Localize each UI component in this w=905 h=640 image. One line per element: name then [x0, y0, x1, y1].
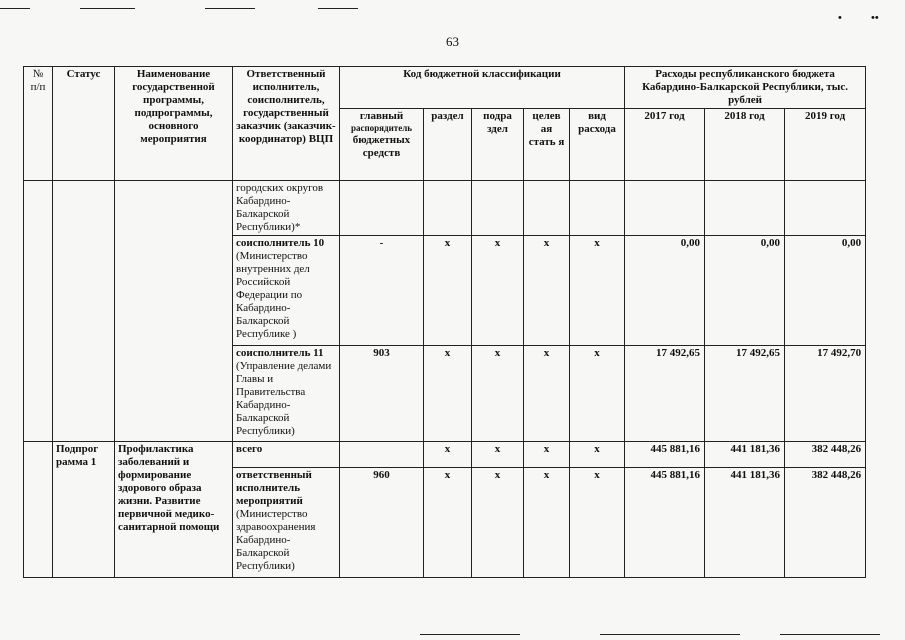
cell-executor [233, 236, 340, 346]
cell-executor [233, 181, 340, 236]
executor-role: всего [236, 443, 263, 455]
cell-vr: х [570, 442, 625, 468]
cell-2017: 0,00 [625, 236, 705, 346]
cell-razdel: х [424, 468, 472, 578]
executor-text: (Министерство внутренних дел Российской Федерации по Кабардино-Балкарской Республике ) [236, 250, 310, 340]
cell-csr: х [524, 442, 570, 468]
cell-grbs: - [340, 236, 424, 346]
cell-podrazdel: х [472, 442, 524, 468]
scan-line [80, 8, 135, 9]
header-section: раздел [424, 109, 472, 181]
cell-vr: х [570, 468, 625, 578]
cell-vr: х [570, 346, 625, 442]
header-num: № п/п [24, 67, 53, 181]
scan-mark: • [838, 12, 842, 24]
cell-2017: 17 492,65 [625, 346, 705, 442]
header-code-group: Код бюджетной классификации [340, 67, 625, 109]
cell-razdel [424, 181, 472, 236]
scan-line [318, 8, 358, 9]
executor-text: городских округов Кабардино-Балкарской Республики)* [236, 182, 324, 233]
executor-text: (Управление делами Главы и Правительства Кабардино-Балкарской Республики) [236, 360, 332, 437]
cell-2019: 382 448,26 [785, 442, 866, 468]
cell-csr [524, 181, 570, 236]
header-subsection: подра здел [472, 109, 524, 181]
cell-podrazdel [472, 181, 524, 236]
header-expenses-group: Расходы республиканского бюджета Кабардино-Балкарской Республики, тыс. рублей [625, 67, 866, 109]
cell-razdel: х [424, 346, 472, 442]
cell-razdel: х [424, 236, 472, 346]
header-name: Наименование государственной программы, подпрограммы, основного мероприятия [115, 67, 233, 181]
cell-podrazdel: х [472, 468, 524, 578]
cell-podrazdel: х [472, 236, 524, 346]
header-executor: Ответственный исполнитель, соисполнитель, государственный заказчик (заказчик-координатор) ВЦП [233, 67, 340, 181]
executor-role: соисполнитель 11 [236, 347, 324, 359]
header-main-manager-top: главный [359, 110, 404, 122]
cell-2019: 0,00 [785, 236, 866, 346]
scan-line [0, 8, 30, 9]
cell-2018: 17 492,65 [705, 346, 785, 442]
cell-grbs: 903 [340, 346, 424, 442]
cell-grbs [340, 181, 424, 236]
cell-vr: х [570, 236, 625, 346]
cell-csr: х [524, 468, 570, 578]
scan-line [600, 634, 740, 635]
cell-num [24, 181, 53, 442]
scan-line [420, 634, 520, 635]
executor-role: соисполнитель 10 [236, 237, 325, 249]
cell-2017 [625, 181, 705, 236]
cell-executor [233, 346, 340, 442]
page-number: 63 [446, 34, 459, 49]
header-main-manager-bottom: бюджетных средств [352, 134, 411, 159]
scan-line [205, 8, 255, 9]
cell-2019: 382 448,26 [785, 468, 866, 578]
cell-vr [570, 181, 625, 236]
scan-mark: •• [871, 12, 879, 24]
cell-status: Подпрог рамма 1 [53, 442, 115, 578]
cell-num [24, 442, 53, 578]
budget-table [23, 66, 866, 578]
cell-status [53, 181, 115, 442]
cell-executor [233, 442, 340, 468]
cell-name: Профилактика заболеваний и формирование здорового образа жизни. Развитие первичной медико-санитарной помощи [115, 442, 233, 578]
executor-text: (Министерство здравоохранения Кабардино-Балкарской Республики) [236, 508, 316, 572]
table-row [24, 442, 866, 468]
cell-2018: 441 181,36 [705, 468, 785, 578]
executor-role: ответственный исполнитель мероприятий [236, 469, 312, 507]
header-status: Статус [53, 67, 115, 181]
header-main-manager-small: распорядитель [350, 123, 413, 133]
cell-2018 [705, 181, 785, 236]
cell-2018: 441 181,36 [705, 442, 785, 468]
cell-podrazdel: х [472, 346, 524, 442]
cell-razdel: х [424, 442, 472, 468]
header-main-manager [340, 109, 424, 181]
cell-executor [233, 468, 340, 578]
cell-csr: х [524, 346, 570, 442]
header-2017: 2017 год [625, 109, 705, 181]
header-target-article: целев ая стать я [524, 109, 570, 181]
cell-name [115, 181, 233, 442]
cell-2019: 17 492,70 [785, 346, 866, 442]
cell-2019 [785, 181, 866, 236]
header-2018: 2018 год [705, 109, 785, 181]
scan-line [780, 634, 880, 635]
cell-grbs [340, 442, 424, 468]
cell-2017: 445 881,16 [625, 468, 705, 578]
header-2019: 2019 год [785, 109, 866, 181]
table-row [24, 181, 866, 236]
cell-2018: 0,00 [705, 236, 785, 346]
cell-grbs: 960 [340, 468, 424, 578]
cell-2017: 445 881,16 [625, 442, 705, 468]
cell-csr: х [524, 236, 570, 346]
header-expense-type: вид расхода [570, 109, 625, 181]
